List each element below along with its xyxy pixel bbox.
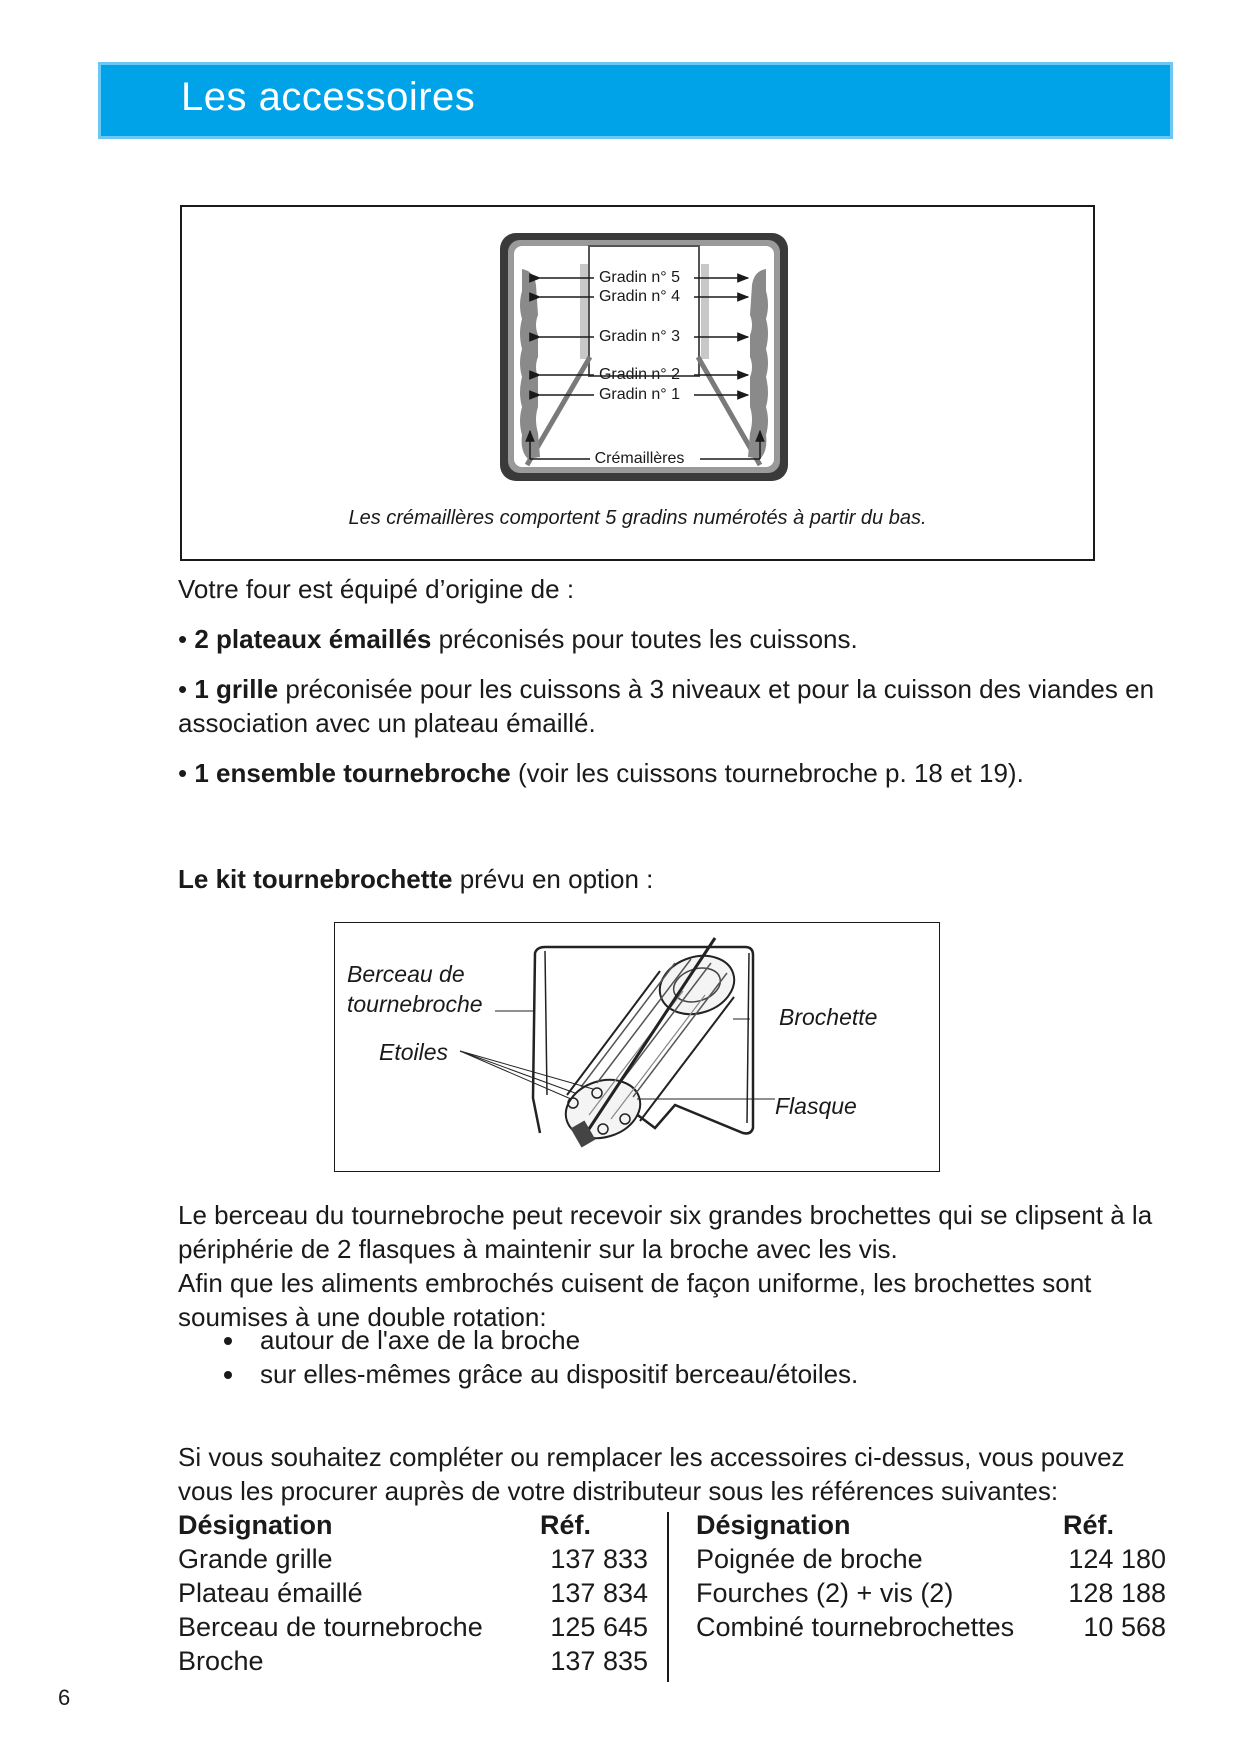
description-para-2: Afin que les aliments embrochés cuisent de façon uniforme, les brochettes sont soumises à une double rotation: [178,1268,1092,1332]
list-item-text: sur elles-mêmes grâce au dispositif berceau/étoiles. [260,1359,859,1389]
rotisserie-kit-figure [334,922,940,1172]
table-row [178,1644,648,1678]
ref-cell: 10 568 [1083,1612,1166,1642]
rotation-list [178,1323,858,1391]
item-rest: préconisés pour toutes les cuissons. [431,624,858,654]
bullet: • [178,758,188,788]
references-table-left [178,1508,648,1678]
description-para-1: Le berceau du tournebroche peut recevoir six grandes brochettes qui se clipsent à la périphérie de 2 flasques à maintenir sur la broche avec les vis. [178,1200,1153,1264]
equipment-item-2 [178,672,1178,740]
designation-cell: Grande grille [178,1544,333,1574]
bullet: • [178,674,188,704]
designation-cell: Fourches (2) + vis (2) [696,1578,954,1608]
list-item [178,1323,858,1357]
page-title: Les accessoires [181,75,476,119]
item-bold: 2 plateaux émaillés [194,624,432,654]
rack-label-5: Gradin n° 5 [598,269,681,286]
rack-label-3: Gradin n° 3 [598,328,681,345]
ref-cell: 137 834 [550,1578,648,1608]
designation-cell: Broche [178,1646,264,1676]
label-flasque: Flasque [775,1093,857,1119]
header-band [98,62,1173,139]
header-ref: Réf. [540,1510,592,1540]
kit-title-rest: prévu en option : [452,864,654,894]
label-berceau-line2: tournebroche [347,991,483,1017]
designation-cell: Plateau émaillé [178,1578,363,1608]
figure-caption: Les crémaillères comportent 5 gradins numérotés à partir du bas. [348,507,927,529]
equipment-item-3 [178,756,1178,790]
list-item-text: autour de l'axe de la broche [260,1325,581,1355]
item-bold: 1 grille [194,674,279,704]
table-row [696,1610,1166,1644]
label-berceau-line1: Berceau de [347,961,465,987]
ref-cell: 137 835 [550,1646,648,1676]
kit-heading [178,862,653,896]
header-ref: Réf. [1063,1510,1115,1540]
rack-label-1: Gradin n° 1 [598,386,681,403]
table-header [696,1508,1166,1542]
table-row [178,1576,648,1610]
ref-cell: 125 645 [550,1612,648,1642]
table-divider [667,1512,669,1682]
references-table-right [696,1508,1166,1644]
table-row [178,1542,648,1576]
rack-label-4: Gradin n° 4 [598,288,681,305]
header-designation: Désignation [178,1510,333,1540]
item-bold: 1 ensemble tournebroche [194,758,511,788]
designation-cell: Berceau de tournebroche [178,1612,483,1642]
equipment-intro: Votre four est équipé d’origine de : [178,574,575,604]
table-row [178,1610,648,1644]
ref-cell: 137 833 [550,1544,648,1574]
list-item [178,1357,858,1391]
label-brochette: Brochette [779,1004,878,1030]
rack-label-2: Gradin n° 2 [598,366,681,383]
kit-title-bold: Le kit tournebrochette [178,864,453,894]
item-rest: préconisée pour les cuissons à 3 niveaux et pour la cuisson des viandes en association avec un plateau émaillé. [178,674,1155,738]
equipment-item-1 [178,622,1178,656]
bullet-dot [224,1371,232,1379]
header-designation: Désignation [696,1510,851,1540]
references-intro: Si vous souhaitez compléter ou remplacer les accessoires ci-dessus, vous pouvez vous les procurer auprès de votre distributeur sous les références suivantes: [178,1442,1125,1506]
designation-cell: Poignée de broche [696,1544,923,1574]
bullet: • [178,624,188,654]
designation-cell: Combiné tournebrochettes [696,1612,1015,1642]
label-etoiles: Etoiles [379,1039,449,1065]
rail-label: Crémaillères [594,450,685,467]
ref-cell: 128 188 [1068,1578,1166,1608]
bullet-dot [224,1337,232,1345]
table-header [178,1508,648,1542]
ref-cell: 124 180 [1068,1544,1166,1574]
table-row [696,1542,1166,1576]
label-berceau [347,959,483,1019]
page-number: 6 [58,1685,71,1710]
item-rest: (voir les cuissons tournebroche p. 18 et 19). [510,758,1024,788]
oven-rack-figure [180,205,1095,561]
table-row [696,1576,1166,1610]
